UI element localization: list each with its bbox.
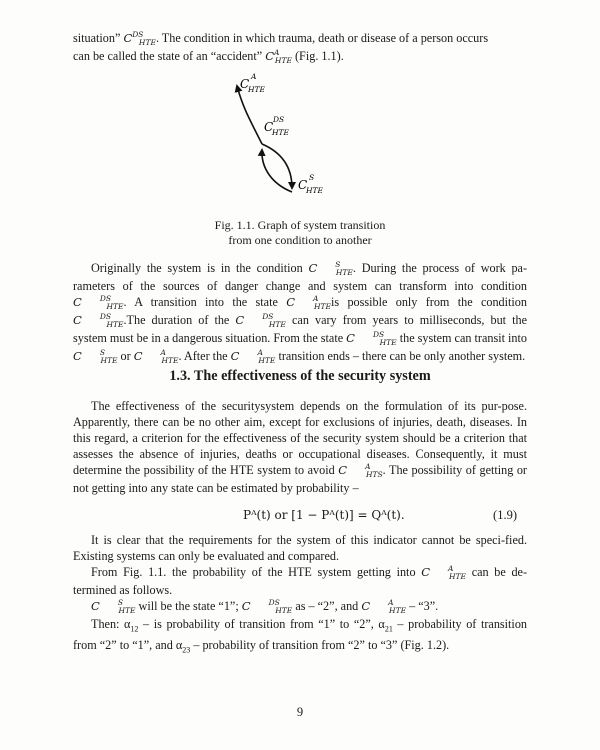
paragraph-3: It is clear that the requirements for the system of this indicator cannot be speci-fied. Existing systems can only be evaluated and compared. From Fig. 1.1. the probability of the HTE system getting into C $^A_{HTE}$ can be de-termined as follows. C $^S_{HTE}$ will be the state “1”; C $^{DS}_{HTE}$ as – “2”, and C $^A_{HTE}$ – “3”. Then: $\alpha_{12}$ – is probability of transition from “1” to “2”, $\alpha_{21}$ – probability of transition from “2” to “1”, and $\alpha_{23}$ – probability of transition from “2” to “3” (Fig. 1.2). [73, 533, 528, 655]
symbol-c-ds-hte: C $^{DS}_{HTE}$ [235, 312, 286, 329]
node-bottom-label [298, 173, 324, 195]
page-number: 9 [296, 705, 304, 719]
node-top-label [240, 72, 266, 94]
symbol-c-a-hte: C $^A_{HTE}$ [286, 294, 331, 311]
section-heading: 1.3. The effectiveness of the security system [169, 368, 431, 384]
paragraph-1: Originally the system is in the condition C $^S_{HTE}$. During the process of work pa-rameters of the sources of danger change and system can transform into condition C $^{DS}_{HTE}$. A transition into the state C $^A_{HTE}$is possible only from the condition C $^{DS}_{HTE}$.The duration of the C $^{DS}_{HTE}$ can vary from years to milliseconds, but the system must be in a dangerous situation. From the state C $^{DS}_{HTE}$ the system can transit into C $^S_{HTE}$ or C $^A_{HTE}$. After the C $^A_{HTE}$ transition ends – there can be only another system. [73, 260, 528, 365]
edge-mid-to-bottom [262, 144, 292, 188]
symbol-c-ds-hte: C $^{DS}_{HTE}$ [73, 312, 124, 329]
top-line-2: can be called the state of an “accident” $C^A_{HTE}$ (Fig. 1.1). [73, 48, 344, 65]
figure-caption: Fig. 1.1. Graph of system transition from one condition to another [214, 218, 386, 247]
formula-number: (1.9) [493, 508, 517, 522]
svg-text:HTE: HTE [272, 128, 290, 137]
symbol-c-s-hte: C $^S_{HTE}$ [308, 260, 353, 277]
symbol-c-s-hte: C $^S_{HTE}$ [91, 598, 136, 615]
formula-expression: Pᴬ(t) or [1 − Pᴬ(t)] = Qᴬ(t). [243, 508, 405, 522]
symbol-c-a-hts: C $^A_{HTS}$ [338, 462, 383, 479]
edge-mid-to-top [237, 86, 262, 144]
svg-text:HTE: HTE [306, 186, 324, 195]
svg-text:C: C [298, 178, 308, 192]
symbol-c-ds-hte: C $^{DS}_{HTE}$ [241, 598, 293, 615]
symbol-c-a-hte: C $^A_{HTE}$ [133, 348, 179, 365]
top-line-1: situation” $C^{DS}_{HTE}$. The condition in which trauma, death or disease of a person occurs [73, 30, 489, 47]
svg-text:HTE: HTE [248, 85, 266, 94]
symbol-c-ds-hte: C $^{DS}_{HTE}$ [73, 294, 124, 311]
svg-text:S: S [309, 173, 315, 182]
symbol-c-s-hte: C $^S_{HTE}$ [73, 348, 118, 365]
svg-text:C: C [240, 77, 250, 91]
svg-text:C: C [264, 120, 274, 134]
symbol-c-a-hte: C $^A_{HTE}$ [421, 564, 466, 581]
symbol-c-a-hte: C $^A_{HTE}$ [230, 348, 276, 365]
symbol-c-ds-hte: C $^{DS}_{HTE}$ [346, 330, 397, 347]
svg-text:DS: DS [273, 115, 285, 124]
symbol-c-a-hte: C $^A_{HTE}$ [361, 598, 407, 615]
paragraph-2: The effectiveness of the securitysystem depends on the formulation of its pur-pose. Apparently, there can be no other aim, except for exclusions of injuries, death, diseases. In this regard, a criterion for the effectiveness of the security system should be a criterion that assesses the absence of injuries, deaths or occupational diseases. Consequently, it must determine the possibility of the HTE system to avoid C $^A_{HTS}$. The possibility of getting or not getting into any state can be estimated by probability – [73, 399, 527, 495]
transition-graph [0, 0, 600, 215]
svg-text:A: A [251, 72, 257, 81]
node-mid-label [264, 115, 290, 137]
edge-bottom-to-mid [262, 150, 292, 192]
symbol-c-ds-hte: $C^{DS}_{HTE}$ [123, 30, 156, 47]
symbol-c-a-hte: $C^A_{HTE}$ [265, 48, 292, 65]
